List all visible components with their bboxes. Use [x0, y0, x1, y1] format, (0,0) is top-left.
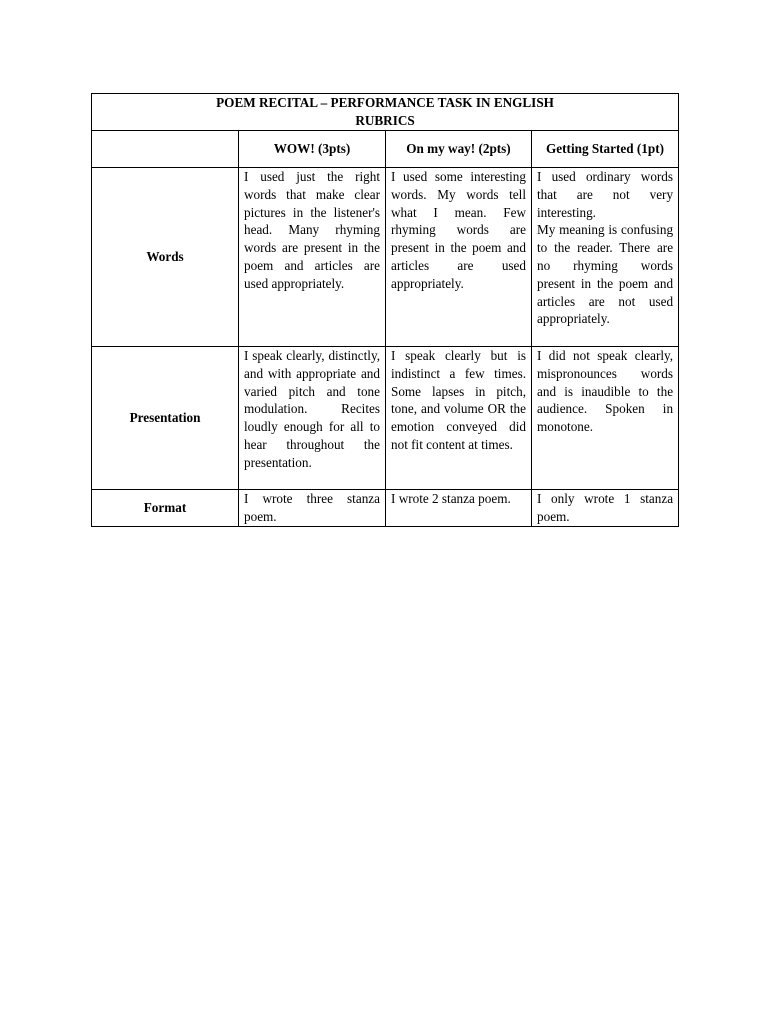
title-row: [92, 94, 679, 131]
criterion-presentation: Presentation: [92, 347, 239, 490]
format-getting-started-cell: I only wrote 1 stanza poem.: [532, 490, 679, 527]
title-line-2: RUBRICS: [355, 113, 415, 128]
criterion-words: Words: [92, 168, 239, 347]
header-criterion: [92, 131, 239, 168]
words-getting-started-cell: [532, 168, 679, 347]
words-getting-started-para-2: My meaning is confusing to the reader. There are no rhyming words present in the poem and articles are not used appropriately.: [537, 222, 674, 327]
rubric-table: [91, 93, 679, 527]
presentation-getting-started-cell: I did not speak clearly, mispronounces words and is inaudible to the audience. Spoken in monotone.: [532, 347, 679, 490]
document-title: [92, 94, 679, 131]
words-getting-started-para-1: I used ordinary words that are not very interesting.: [537, 169, 674, 220]
header-row: [92, 131, 679, 168]
presentation-on-my-way-cell: I speak clearly but is indistinct a few times. Some lapses in pitch, tone, and volume OR the emotion conveyed did not fit content at times.: [386, 347, 532, 490]
format-on-my-way-cell: I wrote 2 stanza poem.: [386, 490, 532, 527]
table-row-format: [92, 490, 679, 527]
table-row-presentation: [92, 347, 679, 490]
presentation-wow-cell: I speak clearly, distinctly, and with appropriate and varied pitch and tone modulation. Recites loudly enough for all to hear throughout the presentation.: [239, 347, 386, 490]
format-wow-cell: I wrote three stanza poem.: [239, 490, 386, 527]
title-line-1: POEM RECITAL – PERFORMANCE TASK IN ENGLISH: [216, 95, 554, 111]
words-on-my-way-cell: I used some interesting words. My words tell what I mean. Few rhyming words are present in the poem and articles are used appropriately.: [386, 168, 532, 347]
words-wow-cell: I used just the right words that make clear pictures in the listener's head. Many rhyming words are present in the poem and articles are used appropriately.: [239, 168, 386, 347]
header-on-my-way: On my way! (2pts): [386, 131, 532, 168]
header-getting-started: Getting Started (1pt): [532, 131, 679, 168]
header-wow: WOW! (3pts): [239, 131, 386, 168]
criterion-format: Format: [92, 490, 239, 527]
table-row-words: [92, 168, 679, 347]
